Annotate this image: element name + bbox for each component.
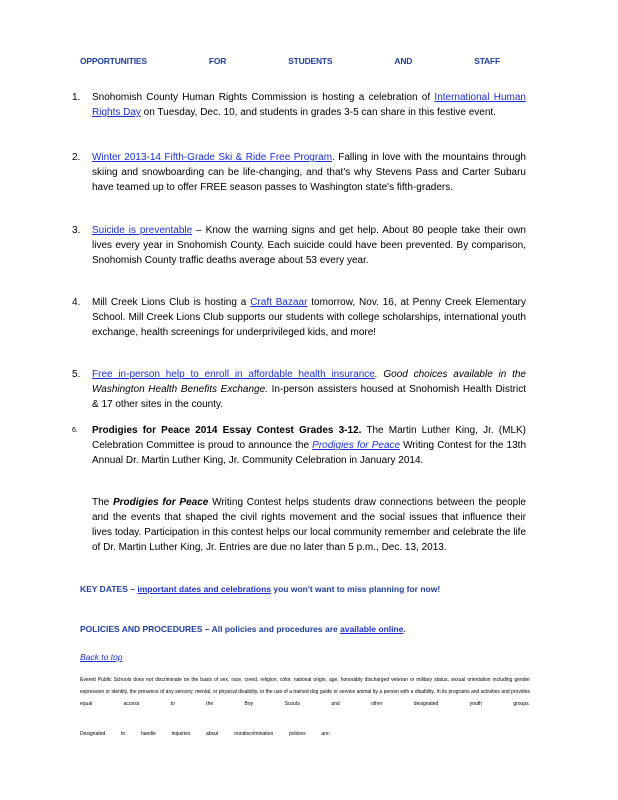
- ski-ride-program-link[interactable]: Winter 2013-14 Fifth-Grade Ski & Ride Free Program: [92, 152, 333, 163]
- designated-contacts: Designated to handle inquiries about nondiscrimination policies are:: [80, 731, 330, 737]
- nondiscrimination-statement: Everett Public Schools does not discriminate on the basis of sex, race, creed, religion, color, national origin, age, honorably discharged veteran or military status, sexual orientation including gender expression or identity, the presence of any sensory, mental, or physical disability, or the use of a trained dog guide or service animal by a person with a disability. In its programs and activities and provides equal access to the Boy Scouts and other designated youth groups.: [80, 677, 530, 707]
- item-text: Winter 2013-14 Fifth-Grade Ski & Ride Free Program. Falling in love with the mountains through skiing and snowboarding can be life-changing, and that's why Stevens Pass and Carter Subaru have teamed up to offer FREE season passes to Washington state's fifth-graders.: [92, 152, 526, 193]
- heading-word: FOR: [208, 56, 227, 66]
- item-number: 6.: [72, 427, 78, 434]
- item-number: 4.: [72, 297, 81, 308]
- back-to-top-row: [80, 651, 532, 664]
- important-dates-link[interactable]: important dates and celebrations: [137, 584, 271, 594]
- item-text: Prodigies for Peace 2014 Essay Contest Grades 3-12. The Martin Luther King, Jr. (MLK) Celebration Committee is proud to announce the Prodigies for Peace Writing Contest for the 13th Annual Dr. Martin Luther King, Jr. Community Celebration in January 2014.: [92, 425, 527, 466]
- heading-word: AND: [394, 56, 413, 66]
- human-rights-day-link[interactable]: International Human Rights Day: [92, 92, 526, 118]
- item-paragraph: The Prodigies for Peace Writing Contest helps students draw connections between the people and the events that shaped the civil rights movement and the social issues that influence their lives today. Participation in this contest helps our local community remember and celebrate the life of Dr. Martin Luther King, Jr. Entries are due no later than 5 p.m., Dec. 13, 2013.: [92, 497, 526, 553]
- prodigies-for-peace-link[interactable]: Prodigies for Peace: [312, 440, 401, 451]
- suicide-preventable-link[interactable]: Suicide is preventable: [92, 225, 193, 236]
- item-text: Mill Creek Lions Club is hosting a Craft Bazaar tomorrow, Nov. 16, at Penny Creek Elementary School. Mill Creek Lions Club supports our students with college scholarships, international youth exchange, health screenings for underprivileged kids, and more!: [92, 297, 527, 338]
- item-number: 1.: [72, 92, 81, 103]
- heading-word: STUDENTS: [288, 56, 333, 66]
- policies: POLICIES AND PROCEDURES – All policies and procedures are available online.: [80, 624, 406, 634]
- heading-word: STAFF: [474, 56, 500, 66]
- health-insurance-link[interactable]: Free in-person help to enroll in affordable health insurance: [92, 369, 375, 380]
- heading-word: OPPORTUNITIES: [80, 56, 147, 66]
- back-to-top-link[interactable]: Back to top: [80, 652, 123, 662]
- key-dates: KEY DATES – important dates and celebrations you won't want to miss planning for now!: [80, 584, 441, 594]
- item-text: Snohomish County Human Rights Commission is hosting a celebration of International Human Rights Day on Tuesday, Dec. 10, and students in grades 3-5 can share in this festive event.: [92, 92, 526, 118]
- item-text: Free in-person help to enroll in affordable health insurance. Good choices available in the Washington Health Benefits Exchange. In-person assisters housed at Snohomish Health District & 17 other sites in the county.: [92, 369, 526, 410]
- item-number: 5.: [72, 369, 81, 380]
- craft-bazaar-link[interactable]: Craft Bazaar: [250, 297, 308, 308]
- item-number: 2.: [72, 152, 81, 163]
- item-number: 3.: [72, 225, 81, 236]
- section-heading: [80, 56, 500, 66]
- policies-online-link[interactable]: available online: [340, 624, 404, 634]
- item-text: Suicide is preventable – Know the warning signs and get help. About 80 people take their own lives every year in Snohomish County. Each suicide could have been prevented. By comparison, Snohomish County traffic deaths average about 53 every year.: [92, 225, 526, 266]
